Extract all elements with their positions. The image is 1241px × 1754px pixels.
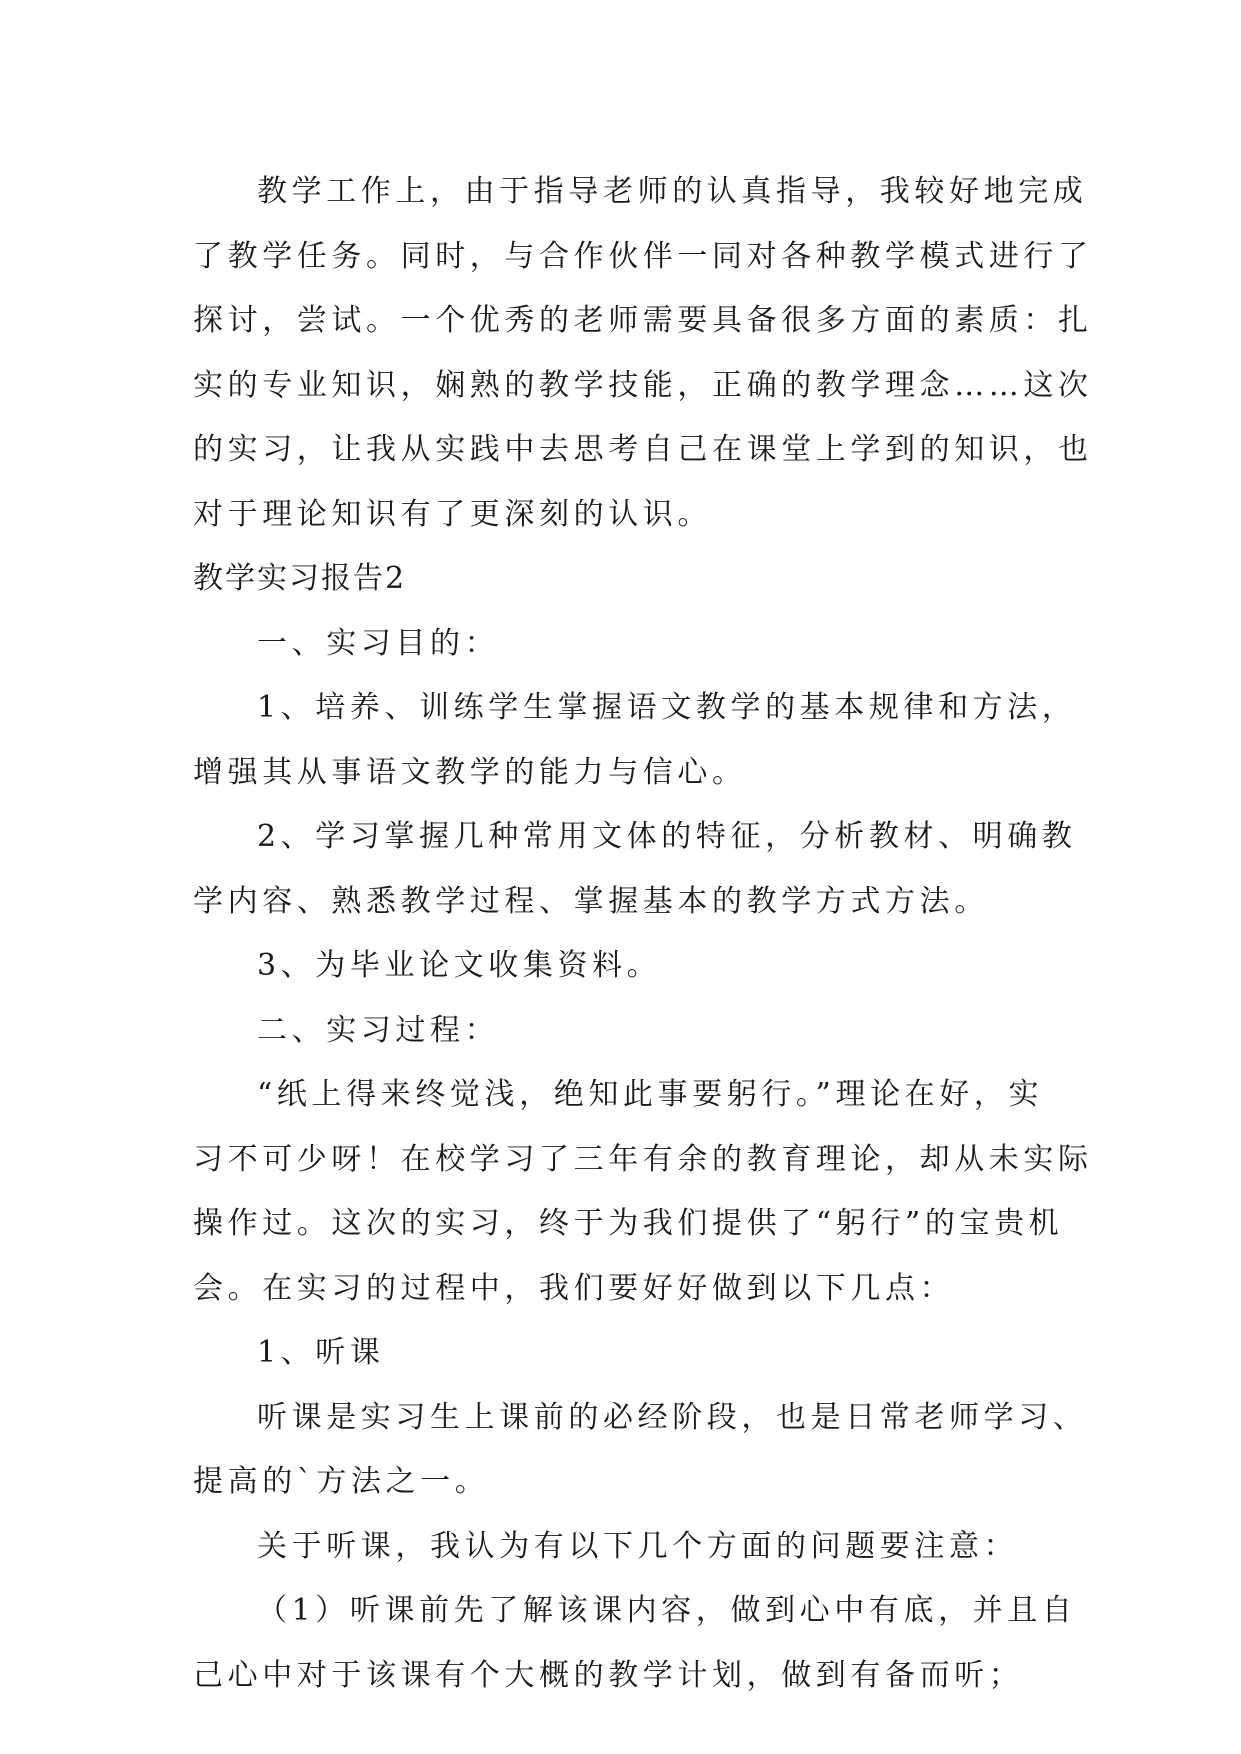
paragraph-line: 实的专业知识，娴熟的教学技能，正确的教学理念……这次 [193, 367, 1093, 403]
paragraph-line: “纸上得来终觉浅，绝知此事要躬行。”理论在好，实 [257, 1077, 1044, 1112]
paragraph-line: 了教学任务。同时，与合作伙伴一同对各种教学模式进行了 [193, 238, 1093, 274]
list-item-line: （1）听课前先了解该课内容，做到心中有底，并且自 [257, 1593, 1077, 1628]
paragraph-line: 探讨，尝试。一个优秀的老师需要具备很多方面的素质：扎 [193, 303, 1093, 338]
subheading-process: 二、实习过程： [257, 1012, 500, 1048]
paragraph-line: 的实习，让我从实践中去思考自己在课堂上学到的知识，也 [193, 432, 1093, 467]
section-heading: 教学实习报告2 [193, 561, 407, 596]
paragraph-line: 教学工作上，由于指导老师的认真指导，我较好地完成 [257, 174, 1088, 209]
subheading-listening: 1、听课 [257, 1335, 385, 1370]
list-item-line: 己心中对于该课有个大概的教学计划，做到有备而听； [193, 1657, 1024, 1693]
paragraph-line: 习不可少呀！在校学习了三年有余的教育理论，却从未实际 [193, 1141, 1093, 1177]
paragraph-line: 对于理论知识有了更深刻的认识。 [193, 496, 712, 532]
document-body [193, 160, 1093, 1708]
paragraph-line: 关于听课，我认为有以下几个方面的问题要注意： [257, 1528, 1019, 1564]
paragraph-line: 会。在实习的过程中，我们要好好做到以下几点： [193, 1270, 955, 1306]
paragraph-line: 操作过。这次的实习，终于为我们提供了“躬行”的宝贵机 [193, 1206, 1064, 1241]
list-item-line: 2、学习掌握几种常用文体的特征，分析教材、明确教 [257, 819, 1077, 854]
list-item-line: 学内容、熟悉教学过程、掌握基本的教学方式方法。 [193, 883, 989, 919]
paragraph-line: 提高的`方法之一。 [193, 1464, 490, 1499]
list-item-line: 增强其从事语文教学的能力与信心。 [193, 754, 747, 790]
list-item-line: 1、培养、训练学生掌握语文教学的基本规律和方法， [257, 690, 1077, 725]
subheading-purpose: 一、实习目的： [257, 625, 500, 661]
list-item-line: 3、为毕业论文收集资料。 [257, 948, 662, 983]
paragraph-line: 听课是实习生上课前的必经阶段，也是日常老师学习、 [257, 1399, 1088, 1435]
